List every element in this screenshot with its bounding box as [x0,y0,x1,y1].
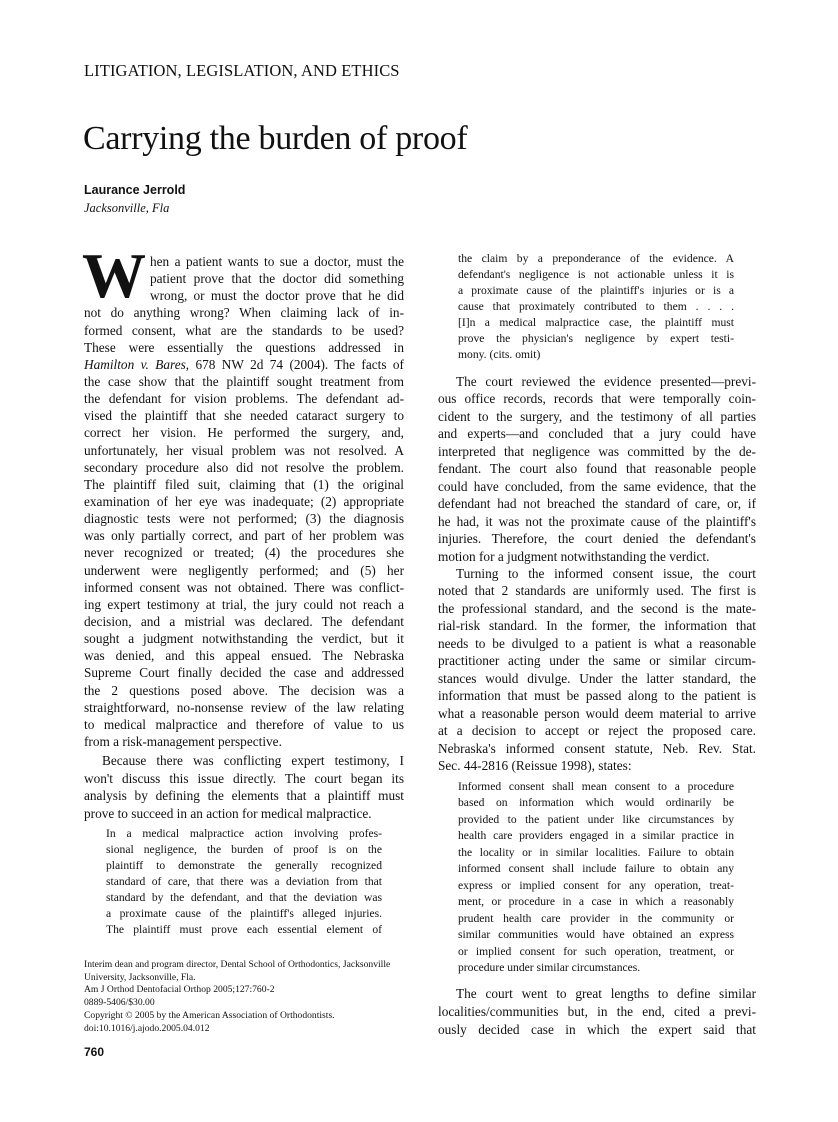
text-line: defendant's negligence is not actionable unless it is [458,268,734,281]
text-line: the case show that the plaintiff sought treatment from [84,373,404,389]
text-line: These were essentially the questions addressed in [84,339,404,355]
text-line: injuries. Therefore, the court denied the defendant's [438,531,756,547]
text-line: a proximate cause of the plaintiff's injuries or is a [458,284,734,297]
text-line: Supreme Court finally decided the case and addressed [84,665,404,681]
text-line: underwent were negligently performed; and (5) her [84,562,404,578]
case-citation: Hamilton v. Bares [84,356,186,372]
text-line: procedure under similar circumstances. [458,960,641,974]
author-affiliation: Jacksonville, Fla [84,201,170,215]
footnote-line: University, Jacksonville, Fla. [84,971,196,983]
text-line: hen a patient wants to sue a doctor, must the [150,254,404,269]
text-line: the locality or in similar localities. Failure to obtain [458,845,734,859]
footnote [84,959,404,1035]
text-line: prove the physician's negligence by expert testi- [458,332,734,345]
footnote-line: 0889-5406/$30.00 [84,997,155,1009]
footnote-line: doi:10.1016/j.ajodo.2005.04.012 [84,1022,210,1034]
text-line: ous office records, records that were temporally coin- [438,391,756,407]
paragraph [84,752,404,823]
text-line: or implied consent for such operation, treatment, or [458,944,734,958]
text-line: The court reviewed the evidence presented—previ- [456,374,756,389]
text-line: based on information which would ordinarily be [458,796,734,810]
text-line: secondary procedure also did not resolve the problem. [84,459,404,475]
text-line: provided to the patient under like circumstances by [458,812,734,826]
paragraph [438,565,756,774]
text-line: won't discuss this issue directly. The court began its [84,770,404,786]
text-line: formed consent, what are the standards to be used? [84,322,404,338]
text-line: to medical malpractice and therefore of value to us [84,716,404,732]
text-line: the professional standard, and the second is the mate- [438,600,756,616]
text-line: In a medical malpractice action involving profes- [106,827,382,840]
text-line: localities/communities but, in the end, cited a previ- [438,1004,756,1019]
text-line: standard of care, that there was a deviation from that [106,875,382,888]
text-line: prudent health care provider in the community or [458,911,734,925]
text-line: Informed consent shall mean consent to a procedure [458,780,734,793]
text-line: ously decided case in which the expert said that [438,1022,756,1037]
text-line: prove to succeed in an action for medical malpractice. [84,806,372,822]
text-line: sional negligence, the burden of proof is on the [106,843,382,856]
text-line: Nebraska's informed consent statute, Neb. Rev. Stat. [438,740,756,756]
section-heading: LITIGATION, LEGISLATION, AND ETHICS [84,61,400,80]
text-line: informed consent shall include failure to obtain any [458,862,734,876]
text-line: diagnostic tests were not performed; (3) the diagnosis [84,511,404,527]
text-line: could have concluded, from the same evidence, that the [438,478,756,494]
text-line: Turning to the informed consent issue, the court [456,566,756,581]
text-line: not do anything wrong? When claiming lack of in- [84,305,404,321]
text-line: vised the plaintiff that she needed cataract surgery to [84,408,404,424]
text-line: wrong, or must the doctor prove that he did [150,288,404,304]
text-line: needs to be divulged to a patient is what a reasonable [438,635,756,651]
text-line: a proximate cause of the plaintiff's alleged injuries. [106,907,382,920]
text-line: rial-risk standard. In the former, the information that [438,618,756,634]
text-line: was denied, and this appeal ensued. The Nebraska [84,648,404,664]
text-line: examination of her eye was inadequate; (2) appropriate [84,493,404,509]
text-line: Because there was conflicting expert testimony, I [102,753,404,768]
text-line: mony. (cits. omit) [458,348,541,361]
text-line: the defendant for vision problems. The defendant ad- [84,391,404,407]
text-line: never recognized or treated; (4) the procedures she [84,545,404,561]
text-line: from a risk-management perspective. [84,733,282,749]
text-line: fendant. The court also found that reasonable people [438,461,756,477]
text-line [84,356,404,373]
paragraph [438,985,756,1039]
block-quote [458,251,734,363]
text-line: sought a judgment notwithstanding the verdict, but it [84,631,404,647]
text-line: informed consent was not obtained. There was conflict- [84,579,404,595]
text-line: Sec. 44-2816 (Reissue 1998), states: [438,757,632,773]
text-line: standard by the defendant, and that the deviation was [106,891,382,904]
text-line: cause that proximately contributed to them . . . . [458,300,734,313]
text-line: [I]n a medical malpractice case, the plaintiff must [458,316,734,329]
text-line: patient prove that the doctor did something [150,271,404,287]
text-line: ment, or procedure in a case in which a reasonably [458,895,734,909]
text-line: and experts—and concluded that a jury could have [438,426,756,442]
footnote-line: Copyright © 2005 by the American Association of Orthodontists. [84,1009,335,1021]
footnote-line: Interim dean and program director, Dental School of Orthodontics, Jacksonville [84,959,391,970]
block-quote [106,826,382,938]
paragraph [438,373,756,565]
article-title: Carrying the burden of proof [83,120,468,157]
text-line: correct her vision. He performed the surgery, and, [84,425,404,441]
text-line: similar communities would have obtained an express [458,928,734,942]
author-name: Laurance Jerrold [84,183,186,197]
text-line: health care providers engaged in a similar practice in [458,829,734,843]
text-segment: , 678 NW 2d 74 (2004). The facts of [185,356,404,372]
paragraph [84,253,404,750]
text-line: ing expert testimony at trial, the jury could not reach a [84,596,404,612]
block-quote [458,779,734,976]
text-line: stances would divulge. Under the latter standard, the [438,670,756,686]
text-line: the 2 questions posed above. The decision was a [84,682,404,698]
text-line: interpreted that negligence was committed by the de- [438,443,756,459]
text-line: motion for a judgment notwithstanding the verdict. [438,548,710,564]
text-line: The plaintiff filed suit, claiming that (1) the original [84,476,404,492]
text-line: unfortunately, her visual problem was not resolved. A [84,442,404,458]
text-line: straightforward, no-nonsense review of the law relating [84,699,404,715]
text-line: what a reasonable person would deem material to arrive [438,705,756,721]
drop-cap: W [82,240,146,311]
text-line: practitioner acting under the same or similar circum- [438,653,756,669]
text-line: information that must be passed along to the patient is [438,688,756,704]
text-line: he had, it was not the proximate cause of the plaintiff's [438,513,756,529]
text-line: The court went to great lengths to define similar [456,986,756,1001]
text-line: The plaintiff must prove each essential element of [106,923,382,936]
text-line: express or implied consent for any operation, treat- [458,878,734,892]
text-line: analysis by defining the elements that a plaintiff must [84,788,404,804]
text-line: decision, and a mistrial was declared. The defendant [84,613,404,629]
footnote-line: Am J Orthod Dentofacial Orthop 2005;127:760-2 [84,984,275,996]
text-line: defendant had not breached the standard of care, or, if [438,496,756,512]
text-line: at a decision to accept or reject the proposed care. [438,723,756,739]
text-line: the claim by a preponderance of the evidence. A [458,252,734,265]
text-line: was only partially correct, and part of her problem was [84,528,404,544]
text-line: cident to the surgery, and the testimony of all parties [438,408,756,424]
page-number: 760 [84,1045,105,1059]
text-line: plaintiff to demonstrate the generally recognized [106,859,382,872]
text-line: noted that 2 standards are uniformly used. The first is [438,583,756,599]
